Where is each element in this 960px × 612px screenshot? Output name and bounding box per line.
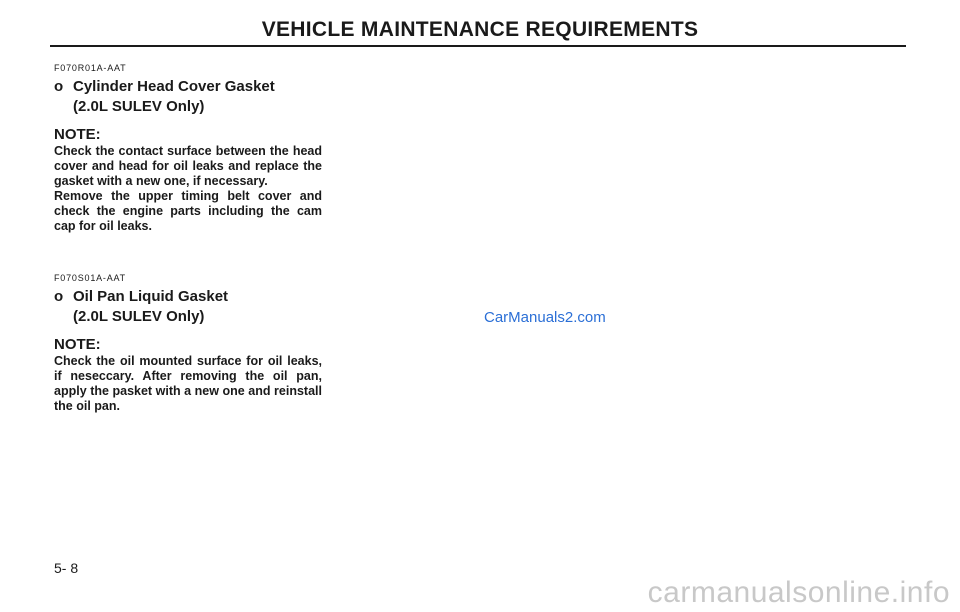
note-paragraph: Remove the upper timing belt cover and check the engine parts including the cam cap for oil leaks. xyxy=(54,189,322,233)
section-heading xyxy=(54,77,322,97)
footer-watermark: carmanualsonline.info xyxy=(647,576,950,609)
note-label: NOTE: xyxy=(54,126,101,143)
section-code: F070R01A-AAT xyxy=(54,63,127,73)
note-paragraph: Check the contact surface between the head cover and head for oil leaks and replace the gasket with a new one, if necessary. xyxy=(54,144,322,188)
note-paragraph: Check the oil mounted surface for oil leaks, if neseccary. After removing the oil pan, apply the pasket with a new one and reinstall the oil pan. xyxy=(54,354,322,413)
title-rule xyxy=(50,45,906,47)
note-label: NOTE: xyxy=(54,336,101,353)
section-subheading: (2.0L SULEV Only) xyxy=(73,98,205,115)
bullet-icon: o xyxy=(54,288,64,305)
section-cylinder-head-cover-gasket xyxy=(54,63,322,234)
section-heading xyxy=(54,287,322,307)
section-subheading: (2.0L SULEV Only) xyxy=(73,308,205,325)
section-code: F070S01A-AAT xyxy=(54,273,126,283)
bullet-icon: o xyxy=(54,78,64,95)
page-number: 5- 8 xyxy=(54,560,79,576)
page-title: VEHICLE MAINTENANCE REQUIREMENTS xyxy=(261,18,699,41)
section-oil-pan-liquid-gasket xyxy=(54,273,322,414)
section-heading-text: Cylinder Head Cover Gasket xyxy=(73,78,275,95)
section-heading-text: Oil Pan Liquid Gasket xyxy=(73,288,229,305)
center-watermark-link[interactable]: CarManuals2.com xyxy=(484,309,606,326)
